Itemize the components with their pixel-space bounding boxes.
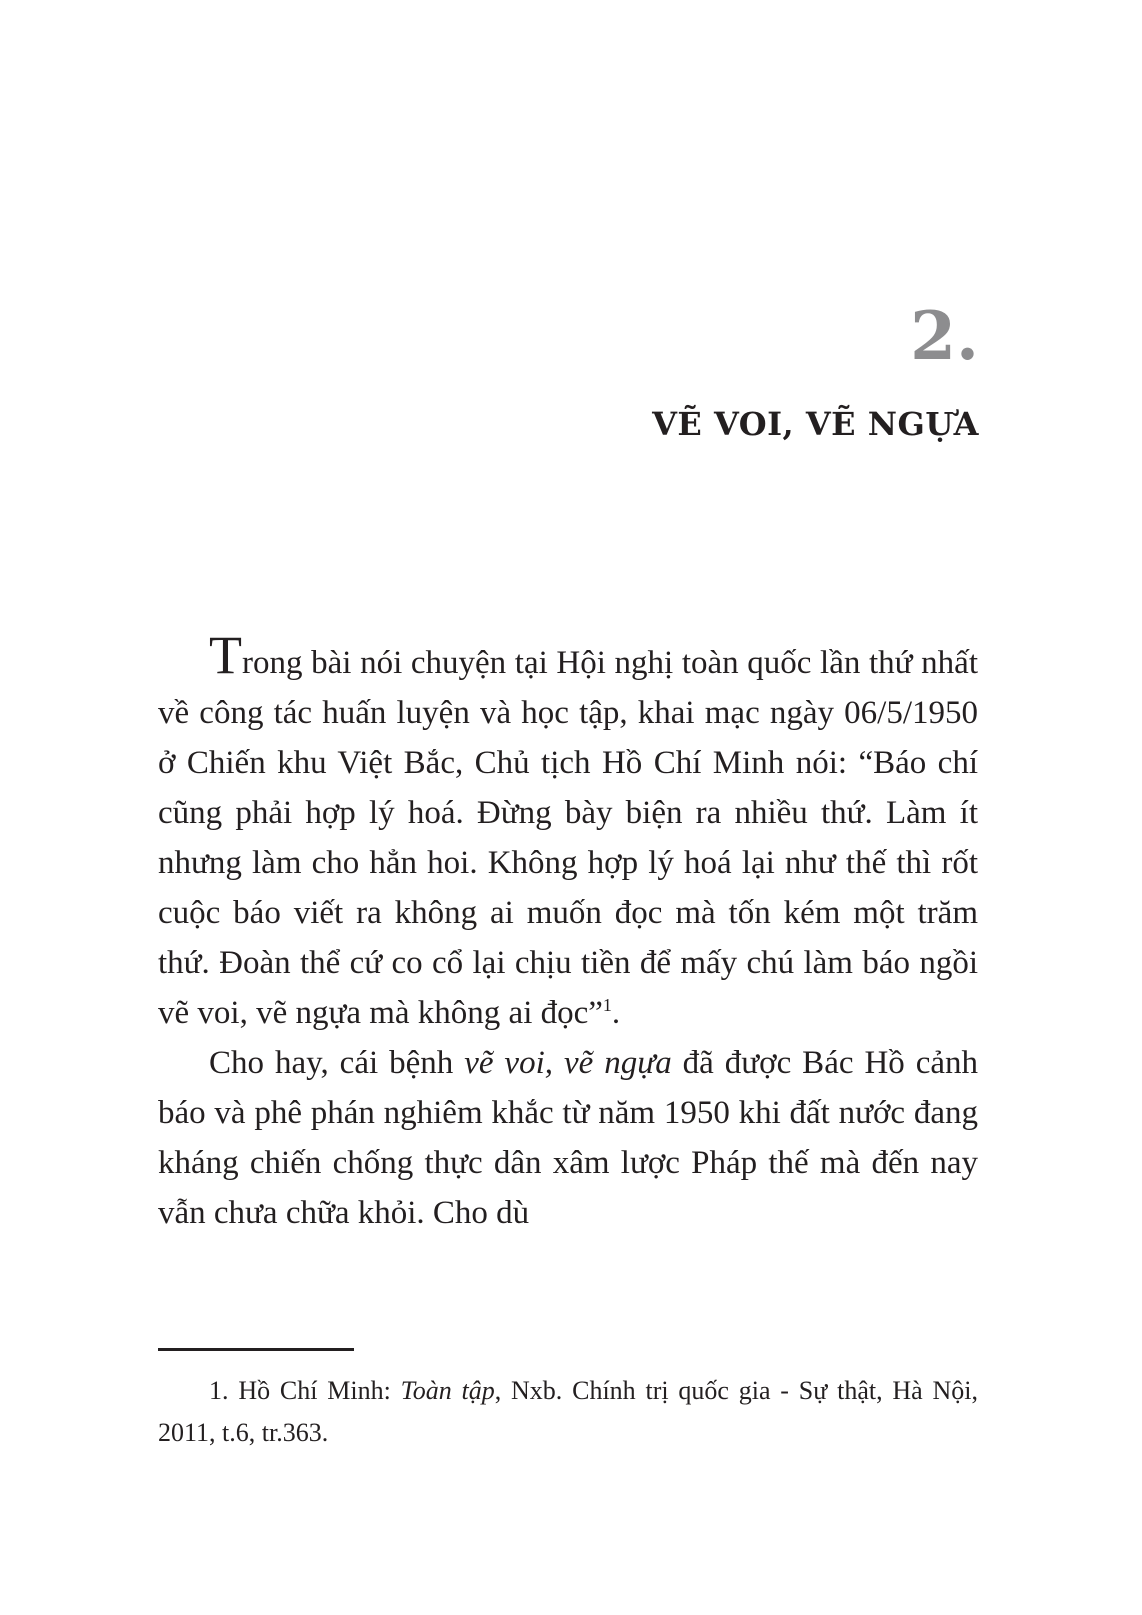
chapter-number: 2. — [910, 297, 979, 375]
body-text — [158, 625, 979, 1238]
footnote — [158, 1370, 978, 1454]
paragraph-2-emphasis: vẽ voi, vẽ ngựa — [464, 1045, 672, 1081]
footnote-work-title: Toàn tập — [400, 1376, 495, 1405]
footnote-divider — [158, 1348, 354, 1351]
drop-initial: T — [209, 625, 242, 685]
paragraph-2 — [158, 1038, 978, 1238]
paragraph-1 — [158, 625, 978, 1038]
paragraph-1-end: . — [611, 995, 621, 1031]
paragraph-2-before: Cho hay, cái bệnh — [209, 1045, 465, 1081]
footnote-author: Hồ Chí Minh: — [238, 1376, 401, 1405]
footnote-details: , Nxb. Chính trị quốc gia - Sự thật, Hà Nội, 2011, t.6, tr.363. — [158, 1376, 979, 1447]
paragraph-2-after: đã được Bác Hồ cảnh báo và phê phán nghiêm khắc từ năm 1950 khi đất nước đang kháng chiến chống thực dân xâm lược Pháp thế mà đến nay vẫn chưa chữa khỏi. Cho dù — [158, 1045, 979, 1231]
paragraph-1-text: rong bài nói chuyện tại Hội nghị toàn quốc lần thứ nhất về công tác huấn luyện và học tập, khai mạc ngày 06/5/1950 ở Chiến khu Việt Bắc, Chủ tịch Hồ Chí Minh nói: “Báo chí cũng phải hợp lý hoá. Đừng bày biện ra nhiều thứ. Làm ít nhưng làm cho hẳn hoi. Không hợp lý hoá lại như thế thì rốt cuộc báo viết ra không ai muốn đọc mà tốn kém một trăm thứ. Đoàn thể cứ co cổ lại chịu tiền để mấy chú làm báo ngồi vẽ voi, vẽ ngựa mà không ai đọc” — [158, 645, 978, 1031]
footnote-number: 1. — [209, 1376, 239, 1405]
footnote-reference: 1 — [602, 995, 612, 1015]
chapter-title: VẼ VOI, VẼ NGỰA — [652, 405, 979, 443]
